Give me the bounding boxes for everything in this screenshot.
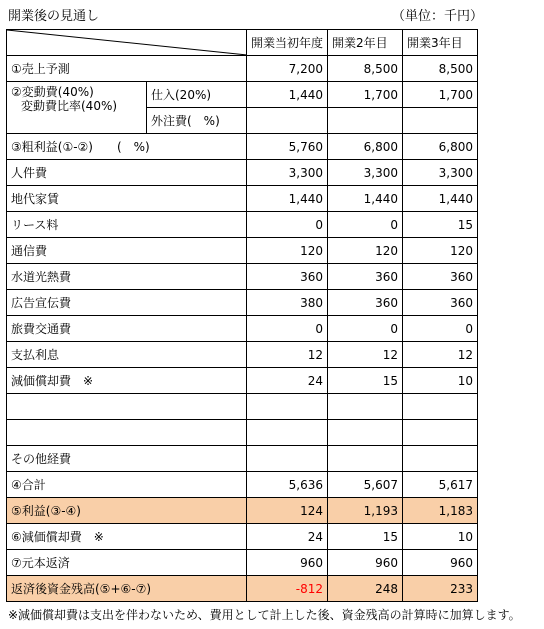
row-label: ⑥減価償却費 ※	[7, 524, 247, 550]
row-total	[7, 472, 478, 498]
cell-value: 0	[247, 316, 328, 342]
cell-value: 15	[403, 212, 478, 238]
cell-value: 360	[328, 264, 403, 290]
cell-value: 960	[247, 550, 328, 576]
cell-value	[328, 420, 403, 446]
cell-value: 120	[403, 238, 478, 264]
cell-value	[328, 446, 403, 472]
row-rent	[7, 186, 478, 212]
row-label: ⑤利益(③-④)	[7, 498, 247, 524]
row-advertising	[7, 290, 478, 316]
row-label: ③粗利益(①-②) ( %)	[7, 134, 247, 160]
cell-value	[403, 446, 478, 472]
row-label: ①売上予測	[7, 56, 247, 82]
row-label: 地代家賃	[7, 186, 247, 212]
row-label	[7, 394, 247, 420]
cell-value: 8,500	[403, 56, 478, 82]
cell-value: 233	[403, 576, 478, 602]
cell-value: 3,300	[247, 160, 328, 186]
row-label: 人件費	[7, 160, 247, 186]
cell-value: 1,700	[403, 82, 478, 108]
cell-value	[247, 394, 328, 420]
cell-value: 1,440	[247, 82, 328, 108]
row-personnel	[7, 160, 478, 186]
cell-value	[247, 446, 328, 472]
row-balance	[7, 576, 478, 602]
cell-value: 3,300	[403, 160, 478, 186]
row-interest	[7, 342, 478, 368]
cell-value: 1,193	[328, 498, 403, 524]
cell-value: 1,440	[328, 186, 403, 212]
cell-value: 7,200	[247, 56, 328, 82]
cell-value: 120	[328, 238, 403, 264]
row-label: リース料	[7, 212, 247, 238]
row-blank	[7, 394, 478, 420]
cell-value: 1,440	[403, 186, 478, 212]
cell-value	[403, 394, 478, 420]
footnote: ※減価償却費は支出を伴わないため、費用として計上した後、資金残高の計算時に加算します。	[8, 608, 521, 622]
row-label: 水道光熱費	[7, 264, 247, 290]
cell-value: 12	[247, 342, 328, 368]
row-sales	[7, 56, 478, 82]
row-repayment	[7, 550, 478, 576]
row-label-variable	[7, 82, 147, 134]
cell-value: 248	[328, 576, 403, 602]
cell-value: 960	[328, 550, 403, 576]
row-purchase	[7, 82, 478, 108]
row-label: 通信費	[7, 238, 247, 264]
cell-value: 1,183	[403, 498, 478, 524]
cell-value: 360	[247, 264, 328, 290]
row-label: その他経費	[7, 446, 247, 472]
row-depreciation	[7, 368, 478, 394]
cell-value: 0	[247, 212, 328, 238]
cell-value	[247, 108, 328, 134]
row-depreciation-addback	[7, 524, 478, 550]
cell-value: 5,636	[247, 472, 328, 498]
row-label	[7, 420, 247, 446]
cell-value	[403, 108, 478, 134]
cell-value: 15	[328, 368, 403, 394]
cell-value-negative: -812	[247, 576, 328, 602]
unit-label: （単位：千円）	[392, 9, 484, 24]
cell-value: 360	[403, 290, 478, 316]
cell-value: 6,800	[403, 134, 478, 160]
cell-value: 0	[328, 316, 403, 342]
cell-value	[247, 420, 328, 446]
row-travel	[7, 316, 478, 342]
row-blank	[7, 420, 478, 446]
row-utilities	[7, 264, 478, 290]
variable-ratio-label: 変動費比率(40%)	[21, 99, 118, 113]
cell-value: 124	[247, 498, 328, 524]
diagonal-line	[7, 30, 247, 55]
row-label: 減価償却費 ※	[7, 368, 247, 394]
header-row	[7, 30, 478, 56]
cell-value: 360	[328, 290, 403, 316]
cell-value: 0	[403, 316, 478, 342]
row-lease	[7, 212, 478, 238]
row-communication	[7, 238, 478, 264]
variable-cost-label: ②変動費(40%)	[11, 85, 94, 99]
cell-value: 24	[247, 524, 328, 550]
cell-value: 5,607	[328, 472, 403, 498]
cell-value: 1,440	[247, 186, 328, 212]
cell-value	[328, 394, 403, 420]
cell-value: 10	[403, 524, 478, 550]
row-label: 支払利息	[7, 342, 247, 368]
cell-value: 12	[328, 342, 403, 368]
cell-value: 960	[403, 550, 478, 576]
cell-value: 380	[247, 290, 328, 316]
row-label: ④合計	[7, 472, 247, 498]
cell-value: 12	[403, 342, 478, 368]
row-other	[7, 446, 478, 472]
row-label: 旅費交通費	[7, 316, 247, 342]
cell-value: 1,700	[328, 82, 403, 108]
cell-value: 6,800	[328, 134, 403, 160]
cell-value: 120	[247, 238, 328, 264]
cell-value	[328, 108, 403, 134]
cell-value: 10	[403, 368, 478, 394]
row-label: 仕入(20%)	[147, 82, 247, 108]
row-label: 返済後資金残高(⑤+⑥-⑦)	[7, 576, 247, 602]
row-profit	[7, 498, 478, 524]
page-title: 開業後の見通し	[8, 9, 100, 24]
cell-value: 3,300	[328, 160, 403, 186]
forecast-table	[6, 29, 478, 602]
cell-value: 5,617	[403, 472, 478, 498]
cell-value: 360	[403, 264, 478, 290]
corner-cell	[7, 30, 247, 56]
header-year1: 開業当初年度	[247, 30, 328, 56]
cell-value: 8,500	[328, 56, 403, 82]
row-label: 広告宣伝費	[7, 290, 247, 316]
header-year3: 開業3年目	[403, 30, 478, 56]
header-year2: 開業2年目	[328, 30, 403, 56]
cell-value: 24	[247, 368, 328, 394]
cell-value: 0	[328, 212, 403, 238]
cell-value: 5,760	[247, 134, 328, 160]
row-label: ⑦元本返済	[7, 550, 247, 576]
row-label: 外注費( %)	[147, 108, 247, 134]
cell-value	[403, 420, 478, 446]
row-gross	[7, 134, 478, 160]
cell-value: 15	[328, 524, 403, 550]
